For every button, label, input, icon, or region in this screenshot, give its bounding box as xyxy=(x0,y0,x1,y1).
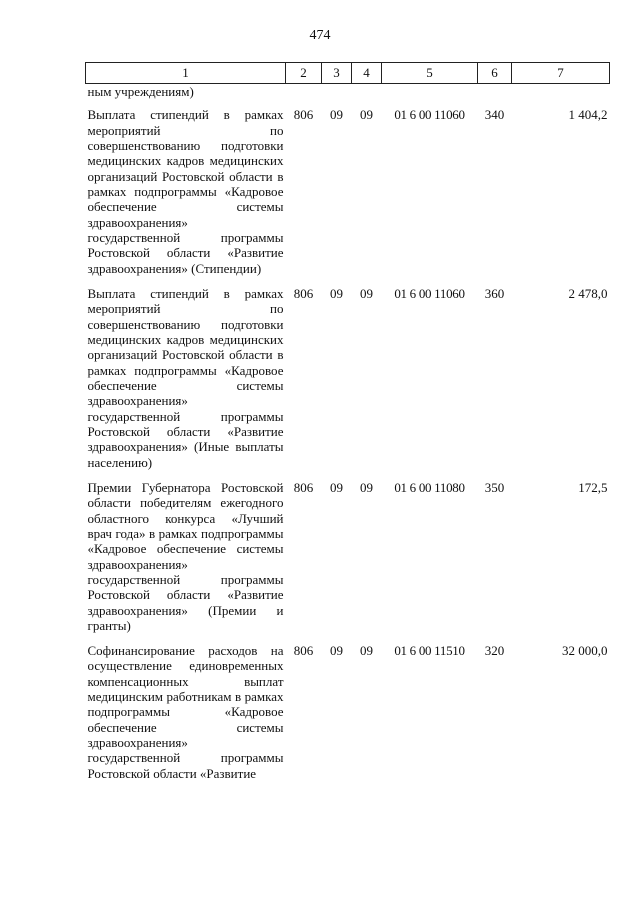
row-section-code: 09 xyxy=(330,107,343,123)
budget-table xyxy=(85,62,610,791)
row-target-article: 01 6 00 11060 xyxy=(394,285,465,301)
row-expense-type: 320 xyxy=(484,643,505,659)
row-expense-type: 350 xyxy=(484,479,505,495)
row-expense-type: 340 xyxy=(484,107,505,123)
header-col-5: 5 xyxy=(382,63,478,84)
row-ministry-code: 806 xyxy=(293,107,314,123)
row-target-article: 01 6 00 11510 xyxy=(394,643,465,659)
row-target-article: 01 6 00 11060 xyxy=(394,107,465,123)
row-section-code: 09 xyxy=(330,285,343,301)
header-col-2: 2 xyxy=(286,63,322,84)
row-amount: 1 404,2 xyxy=(568,107,608,123)
row-description: Выплата стипендий в рамках мероприятий по совершенствованию подготовки медицинских кадров медицинских организаций Ростовской области в рамках подпрограммы «Кадровое обеспечение системы здравоохранения» государственной программы Ростовской области «Развитие здравоохранения» (Иные выплаты населению) xyxy=(87,285,284,470)
row-ministry-code: 806 xyxy=(293,285,314,301)
row-subsection-code: 09 xyxy=(360,643,373,659)
page-number: 474 xyxy=(309,28,331,43)
header-col-7: 7 xyxy=(512,63,610,84)
header-col-1: 1 xyxy=(86,63,286,84)
row-description: Софинансирование расходов на осуществление единовременных компенсационных выплат медицинским работникам в рамках подпрограммы «Кадровое обеспечение системы здравоохранения» государственной программы Ростовской области «Развитие xyxy=(87,643,284,781)
continuation-row xyxy=(86,84,610,108)
row-amount: 172,5 xyxy=(578,479,608,495)
row-ministry-code: 806 xyxy=(293,643,314,659)
row-subsection-code: 09 xyxy=(360,479,373,495)
row-amount: 2 478,0 xyxy=(568,285,608,301)
header-col-3: 3 xyxy=(322,63,352,84)
header-col-6: 6 xyxy=(478,63,512,84)
row-section-code: 09 xyxy=(330,643,343,659)
table-row xyxy=(86,480,610,643)
table-row xyxy=(86,286,610,480)
row-expense-type: 360 xyxy=(484,285,505,301)
row-section-code: 09 xyxy=(330,479,343,495)
table-row xyxy=(86,643,610,791)
row-ministry-code: 806 xyxy=(293,479,314,495)
continuation-text: ным учреждениям) xyxy=(87,84,194,99)
row-subsection-code: 09 xyxy=(360,107,373,123)
header-col-4: 4 xyxy=(352,63,382,84)
row-description: Премии Губернатора Ростовской области победителям ежегодного областного конкурса «Лучший врач года» в рамках подпрограммы «Кадровое обеспечение системы здравоохранения» государственной программы Ростовской области «Развитие здравоохранения» (Премии и гранты) xyxy=(87,479,284,633)
row-target-article: 01 6 00 11080 xyxy=(394,479,465,495)
header-row xyxy=(86,63,610,84)
row-description: Выплата стипендий в рамках мероприятий по совершенствованию подготовки медицинских кадров медицинских организаций Ростовской области в рамках подпрограммы «Кадровое обеспечение системы здравоохранения» государственной программы Ростовской области «Развитие здравоохранения» (Стипендии) xyxy=(87,107,284,276)
row-amount: 32 000,0 xyxy=(562,643,608,659)
row-subsection-code: 09 xyxy=(360,285,373,301)
table-row xyxy=(86,107,610,286)
